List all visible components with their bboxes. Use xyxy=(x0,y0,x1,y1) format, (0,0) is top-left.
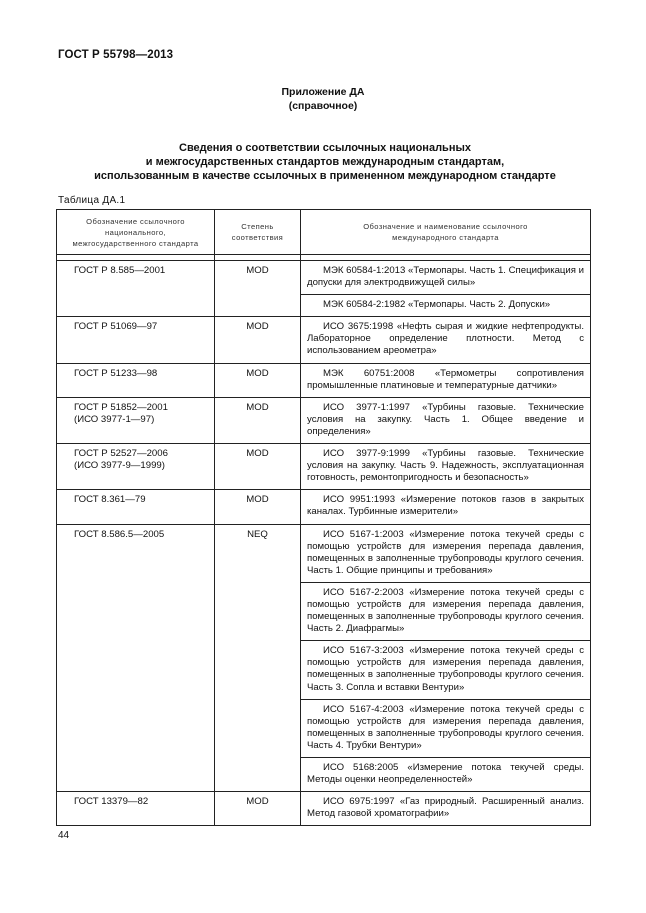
section-heading xyxy=(60,141,590,184)
table-header-row xyxy=(57,210,591,255)
degree-cell: MOD xyxy=(215,363,301,397)
degree-cell: MOD xyxy=(215,444,301,490)
header-line: соответствия xyxy=(231,233,284,242)
document-code: ГОСТ Р 55798—2013 xyxy=(58,49,174,61)
heading-line: использованным в качестве ссылочных в примененном международном стандарте xyxy=(94,170,556,183)
table-row xyxy=(57,490,591,524)
international-standard-cell: ИСО 3977-9:1999 «Турбины газовые. Технические условия на закупку. Часть 9. Надежность, эксплуатационная готовность, ремонтопригодность и безопасность» xyxy=(301,444,591,490)
national-standard-cell: ГОСТ Р 8.585—2001 xyxy=(57,261,215,317)
international-standard-cell: ИСО 3977-1:1997 «Турбины газовые. Технические условия на закупку. Часть 1. Общее введение и определения» xyxy=(301,397,591,443)
degree-cell: MOD xyxy=(215,490,301,524)
national-standard-cell xyxy=(57,444,215,490)
correspondence-table-container xyxy=(56,209,590,826)
table-row xyxy=(57,317,591,363)
national-standard-cell: ГОСТ Р 51069—97 xyxy=(57,317,215,363)
international-standard-cell: ИСО 5167-3:2003 «Измерение потока текучей среды с помощью устройств для измерения перепада давления, помещенных в заполненные трубопроводы круглого сечения. Часть 3. Сопла и вставки Вентури» xyxy=(301,641,591,699)
table-row xyxy=(57,524,591,582)
international-standard-cell: МЭК 60584-1:2013 «Термопары. Часть 1. Спецификация и допуски для электродвижущей силы» xyxy=(301,261,591,295)
heading-line: и межгосударственных стандартов международным стандартам, xyxy=(145,156,505,169)
standard-line: ГОСТ Р 51852—2001 xyxy=(74,401,168,413)
standard-line: (ИСО 3977-1—97) xyxy=(74,413,155,425)
table-row xyxy=(57,397,591,443)
table-row xyxy=(57,792,591,826)
header-line: межгосударственного стандарта xyxy=(72,238,199,248)
column-header-degree xyxy=(215,210,301,255)
appendix-title: Приложение ДА xyxy=(281,86,365,98)
degree-cell: MOD xyxy=(215,317,301,363)
international-standard-cell: ИСО 5168:2005 «Измерение потока текучей среды. Методы оценки неопределенностей» xyxy=(301,758,591,792)
national-standard-cell xyxy=(57,397,215,443)
table-row xyxy=(57,363,591,397)
international-standard-cell: ИСО 3675:1998 «Нефть сырая и жидкие нефтепродукты. Лабораторное определение плотности. Метод с использованием ареометра» xyxy=(301,317,591,363)
appendix-heading xyxy=(0,85,646,113)
page-number: 44 xyxy=(58,830,70,841)
table-caption: Таблица ДА.1 xyxy=(58,195,126,206)
header-line: Степень xyxy=(241,222,274,231)
international-standard-cell: ИСО 9951:1993 «Измерение потоков газов в закрытых каналах. Турбинные измерители» xyxy=(301,490,591,524)
national-standard-cell: ГОСТ 8.586.5—2005 xyxy=(57,524,215,792)
degree-cell: MOD xyxy=(215,397,301,443)
national-standard-cell: ГОСТ 8.361—79 xyxy=(57,490,215,524)
international-standard-cell: МЭК 60751:2008 «Термометры сопротивления промышленные платиновые и температурные датчики» xyxy=(301,363,591,397)
national-standard-cell: ГОСТ Р 51233—98 xyxy=(57,363,215,397)
column-header-national-standard xyxy=(57,210,215,255)
international-standard-cell: ИСО 6975:1997 «Газ природный. Расширенный анализ. Метод газовой хроматографии» xyxy=(301,792,591,826)
international-standard-cell: МЭК 60584-2:1982 «Термопары. Часть 2. Допуски» xyxy=(301,295,591,317)
table-row xyxy=(57,261,591,295)
international-standard-cell: ИСО 5167-2:2003 «Измерение потока текучей среды с помощью устройств для измерения перепада давления, помещенных в заполненные трубопроводы круглого сечения. Часть 2. Диафрагмы» xyxy=(301,582,591,640)
standard-line: ГОСТ Р 52527—2006 xyxy=(74,448,168,460)
degree-cell: MOD xyxy=(215,261,301,317)
standard-line: (ИСО 3977-9—1999) xyxy=(74,460,165,472)
international-standard-cell: ИСО 5167-4:2003 «Измерение потока текучей среды с помощью устройств для измерения перепада давления, помещенных в заполненные трубопроводы круглого сечения. Часть 4. Трубки Вентури» xyxy=(301,699,591,757)
degree-cell: NEQ xyxy=(215,524,301,792)
international-standard-cell: ИСО 5167-1:2003 «Измерение потока текучей среды с помощью устройств для измерения перепада давления, помещенных в заполненные трубопроводы круглого сечения. Часть 1. Общие принципы и требования» xyxy=(301,524,591,582)
heading-line: Сведения о соответствии ссылочных национальных xyxy=(179,142,471,154)
table-row xyxy=(57,444,591,490)
column-header-international-standard xyxy=(301,210,591,255)
header-line: национального, xyxy=(105,227,166,237)
appendix-subtitle: (справочное) xyxy=(288,100,358,112)
header-line: Обозначение и наименование ссылочного xyxy=(363,222,528,231)
degree-cell: MOD xyxy=(215,792,301,826)
header-line: Обозначение ссылочного xyxy=(86,216,185,226)
national-standard-cell: ГОСТ 13379—82 xyxy=(57,792,215,826)
correspondence-table xyxy=(56,209,591,826)
header-line: международного стандарта xyxy=(392,233,499,242)
